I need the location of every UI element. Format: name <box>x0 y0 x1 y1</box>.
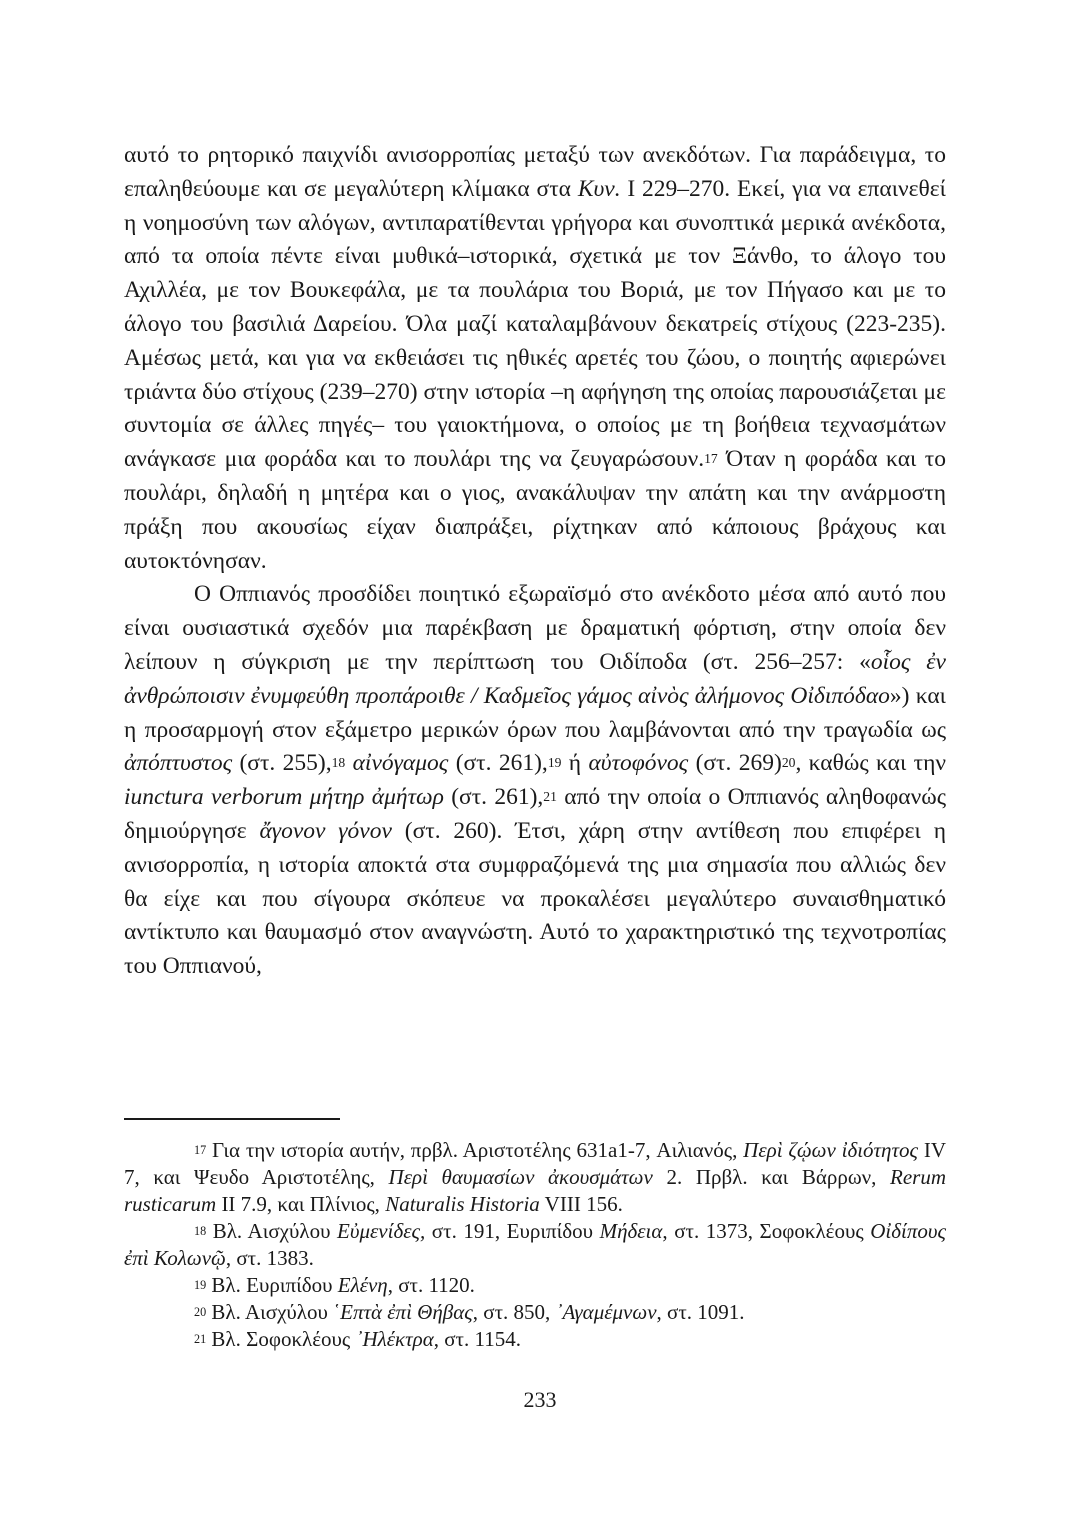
greek-term: ἀπόπτυστος <box>124 750 233 777</box>
footnote-19: $^{19}$ Βλ. Ευριπίδου Ελένη, στ. 1120. <box>194 1273 475 1297</box>
greek-term: αἰνόγαμος <box>352 750 449 777</box>
text-span: Ι 229–270. Εκεί, για να επαινεθεί η νοημοσύνη των αλόγων, αντιπαρατίθενται γρήγορα και συνοπτικά μερικά ανέκδοτα, από τα οποία πέντε είναι μυθικά–ιστορικά, σχετικά με τον Ξάνθο, το άλογο του Αχιλλέα, με τον Βουκεφάλα, με τα πουλάρια του Βοριά, με τον Πήγασο και με το άλογο του βασιλιά Δαρείου. Όλα μαζί καταλαμβάνουν δεκατρείς στίχους (223-235). Αμέσως μετά, και για να εκθειάσει τις ηθικές αρετές του ζώου, ο ποιητής αφιερώνει τριάντα δύο στίχους (239–270) στην ιστορία –η αφήγηση της οποίας παρουσιάζεται με συντομία σε άλλες πηγές– του γαιοκτήμονα, ο οποίος με τη βοήθεια τεχνασμάτων ανάγκασε μια φοράδα και το πουλάρι της να ζευγαρώσουν. <box>124 175 946 473</box>
greek-term: iunctura verborum μήτηρ ἀμήτωρ <box>124 784 444 811</box>
footnote-ref-21[interactable]: 21 <box>543 788 557 804</box>
text-span: από την οποία ο Οππιανός αληθοφανώς δημιούργησε <box>124 784 947 844</box>
greek-quotation: οἷος ἐν ἀνθρώποισιν ἐνυμφεύθη προπάροιθε / Καδμεῖος γάμος αἰνὸς ἀλήμονος Οἰδιπόδαο <box>124 648 946 709</box>
footnote-ref-20[interactable]: 20 <box>781 754 796 770</box>
footnote-number: 20 <box>194 1304 207 1319</box>
text-span: Ο Οππιανός προσδίδει ποιητικό εξωραϊσμό στο ανέκδοτο μέσα από αυτό που είναι ουσιαστικά σχεδόν μια παρέκβαση με δραματική φόρτιση, στην οποία δεν λείπουν η σύγκριση με την περίπτωση του Οιδίποδα (στ. 256–257: « <box>124 581 946 675</box>
paragraph-1 <box>124 139 946 578</box>
footnotes <box>124 1137 946 1353</box>
text-span: (στ. 261), <box>448 750 548 777</box>
footnote-ref-18[interactable]: 18 <box>331 754 346 770</box>
text-span: ή <box>561 750 589 777</box>
text-span: Όταν η φοράδα και το πουλάρι, δηλαδή η μητέρα και ο γιος, ανακάλυψαν την απάτη και την ανάρμοστη πράξη που ακουσίως είχαν διαπράξει, ρίχτηκαν από κάποιους βράχους και αυτοκτόνησαν. <box>124 446 947 574</box>
page-number: 233 <box>523 1387 557 1412</box>
text-span: ») και η προσαρμογή στον εξάμετρο μερικών όρων που λαμβάνονται από την τραγωδία ως <box>124 682 946 743</box>
footnote-number: 19 <box>194 1277 207 1292</box>
footnote-ref-19[interactable]: 19 <box>547 754 562 770</box>
italic-title: Κυν. <box>577 175 621 202</box>
greek-term: ἄγονον γόνον <box>259 817 392 844</box>
text-span: (στ. 269) <box>688 750 782 777</box>
footnote-number: 17 <box>194 1142 207 1157</box>
page-body <box>124 139 946 984</box>
footnote-21: $^{21}$ Βλ. Σοφοκλέους ᾽Ηλέκτρα, στ. 1154. <box>194 1327 521 1351</box>
paragraph-2 <box>124 578 946 984</box>
footnote-number: 21 <box>194 1331 207 1346</box>
footnote-separator <box>124 1118 340 1120</box>
footnote-17: $^{17}$ Για την ιστορία αυτήν, πρβλ. Αριστοτέλης 631a1-7, Αιλιανός, Περὶ ζῴων ἰδιότητος IV 7, και Ψευδο Αριστοτέλης, Περὶ θαυμασίων ἀκουσμάτων 2. Πρβλ. και Βάρρων, Rerum rusticarum II 7.9, και Πλίνιος, Naturalis Historia VIII 156. <box>124 1138 946 1216</box>
footnote-ref-17[interactable]: 17 <box>704 450 718 466</box>
greek-term: αὐτοφόνος <box>588 750 689 777</box>
text-span <box>345 750 352 776</box>
text-span: αυτό το ρητορικό παιχνίδι ανισορροπίας μεταξύ των ανεκδότων. Για παράδειγμα, το επαληθεύουμε και σε μεγαλύτερη κλίμακα στα <box>124 142 946 202</box>
text-span: , καθώς και την <box>795 750 946 777</box>
text-span: (στ. 255), <box>232 750 332 777</box>
footnote-20: $^{20}$ Βλ. Αισχύλου ῾Επτὰ ἐπὶ Θήβας, στ. 850, ᾽Αγαμέμνων, στ. 1091. <box>194 1300 745 1324</box>
footnote-18: $^{18}$ Βλ. Αισχύλου Εὐμενίδες, στ. 191, Ευριπίδου Μήδεια, στ. 1373, Σοφοκλέους Οἰδίπους ἐπὶ Κολωνῷ, στ. 1383. <box>124 1219 946 1270</box>
text-span: (στ. 260). Έτσι, χάρη στην αντίθεση που επιφέρει η ανισορροπία, η ιστορία αποκτά στα συμφραζόμενά της μια σημασία που αλλιώς δεν θα είχε και που σίγουρα σκόπευε να προκαλέσει μεγαλύτερο συναισθηματικό αντίκτυπο και θαυμασμό στον αναγνώστη. Αυτό το χαρακτηριστικό της τεχνοτροπίας του Οππιανού, <box>124 817 946 980</box>
footnote-number: 18 <box>194 1223 207 1238</box>
text-span: (στ. 261), <box>443 784 544 811</box>
main-text <box>124 139 946 984</box>
